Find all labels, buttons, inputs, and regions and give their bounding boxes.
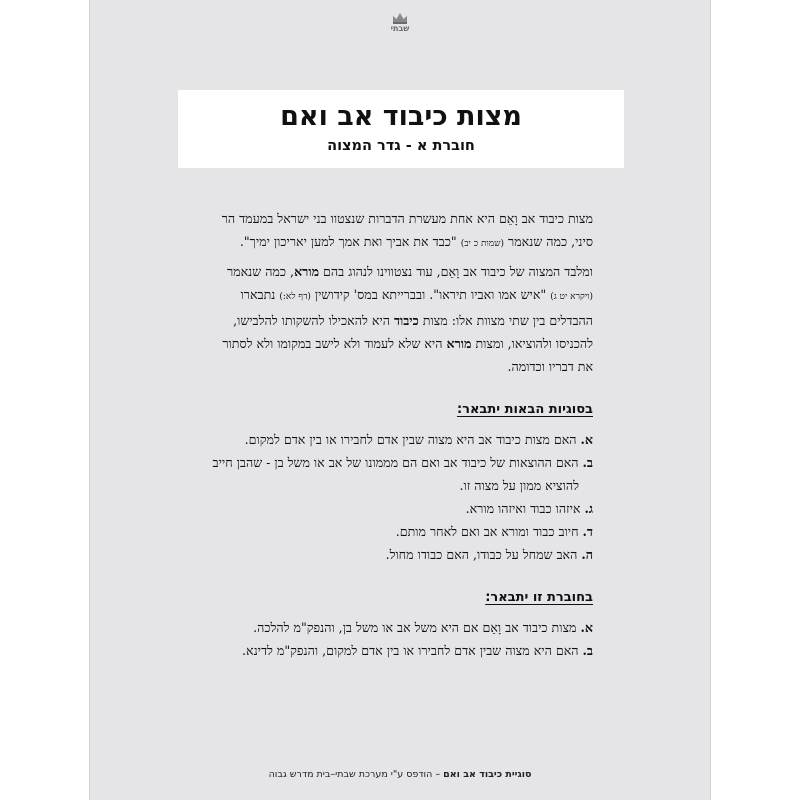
list-item-text: האם מצות כיבוד אב היא מצוה שבין אדם לחבירו או בין אדם למקום. xyxy=(244,432,581,447)
source-citation: (ויקרא יט ג) xyxy=(550,292,593,302)
title-box xyxy=(178,90,624,168)
list-item-text: חיוב כבוד ומורא אב ואם לאחר מותם. xyxy=(395,524,583,539)
section-heading-sugyot: בסוגיות הבאות יתבאר: xyxy=(456,402,593,417)
intro-paragraph-2 xyxy=(160,260,593,378)
footer-text: – הודפס ע"י מערכת שבתי–בית מדרש גבוה xyxy=(268,769,444,780)
list-item-continuation: להוציא ממון על מצוה זו. xyxy=(459,478,579,493)
list-item xyxy=(160,543,593,566)
text-line: "כבד את אביך ואת אמך למען יאריכון ימיך". xyxy=(239,234,461,249)
list-item-letter: ד. xyxy=(582,524,593,539)
list-item xyxy=(160,616,593,639)
list-item-letter: א. xyxy=(580,432,593,447)
publisher-logo xyxy=(390,12,410,46)
sugyot-list xyxy=(160,428,593,566)
crown-icon xyxy=(392,12,408,24)
list-item-letter: ב. xyxy=(582,643,593,658)
section-heading-booklet: בחוברת זו יתבאר: xyxy=(485,590,593,605)
page-subtitle: חוברת א - גדר המצוה xyxy=(327,138,475,154)
list-item-text: האם ההוצאות של כיבוד אב ואם הם מממונו של אב או משל בן - שהבן חייב xyxy=(212,455,583,470)
list-item-letter: ג. xyxy=(584,501,593,516)
text-line: ומלבד המצוה של כיבוד אב וָאֵם, עוד נצטווינו לנהוג בהם xyxy=(319,264,593,279)
text-line: היא להאכילו להשקותו להלבישו, xyxy=(233,313,394,328)
list-item xyxy=(160,639,593,662)
intro-paragraph-1 xyxy=(160,207,593,256)
logo-text: שבתי xyxy=(390,24,410,33)
list-item-letter: ה. xyxy=(581,547,593,562)
bold-term: מורא xyxy=(446,336,472,351)
list-item xyxy=(160,451,593,497)
footer-title: סוגיית כיבוד אב ואם xyxy=(443,769,532,780)
source-citation: (שמות כ יב) xyxy=(460,239,505,249)
page-title: מצות כיבוד אב ואם xyxy=(280,101,522,132)
text-line: את דבריו וכדומה. xyxy=(507,359,593,374)
text-line: להכניסו ולהוציאו, ומצות xyxy=(471,336,593,351)
text-line: ההבדלים בין שתי מצוות אלו: מצות xyxy=(418,313,593,328)
text-line: נתבארו xyxy=(240,287,280,302)
document-page xyxy=(90,0,710,800)
booklet-list xyxy=(160,616,593,662)
list-item-letter: א. xyxy=(580,620,593,635)
source-citation: (דף לא:) xyxy=(279,292,311,302)
bold-term: כיבוד xyxy=(393,313,419,328)
list-item-letter: ב. xyxy=(582,455,593,470)
bold-term: מורא xyxy=(294,264,320,279)
list-item-text: איזהו כבוד ואיזהו מורא. xyxy=(465,501,585,516)
list-item-text: האם היא מצוה שבין אדם לחבירו או בין אדם למקום, והנפק"מ לדינא. xyxy=(242,643,583,658)
text-line: , כמה שנאמר xyxy=(226,264,295,279)
list-item-text: מצות כיבוד אב וָאֵם אם היא משל אב או משל בן, והנפק"מ להלכה. xyxy=(253,620,581,635)
list-item xyxy=(160,520,593,543)
list-item-text: האב שמחל על כבודו, האם כבודו מחול. xyxy=(385,547,582,562)
page-footer xyxy=(90,769,710,780)
document-body xyxy=(160,207,593,662)
list-item xyxy=(160,497,593,520)
text-line: היא שלא לעמוד ולא לישב במקומו ולא לסתור xyxy=(222,336,447,351)
text-line: "איש אמו ואביו תיראו". ובברייתא במס' קידושין xyxy=(310,287,551,302)
text-line: מצות כיבוד אב וָאֵם היא אחת מעשרת הדברות שנצטוו בני ישראל במעמד הר xyxy=(221,211,593,226)
list-item xyxy=(160,428,593,451)
text-line: סיני, כמה שנאמר xyxy=(504,234,593,249)
